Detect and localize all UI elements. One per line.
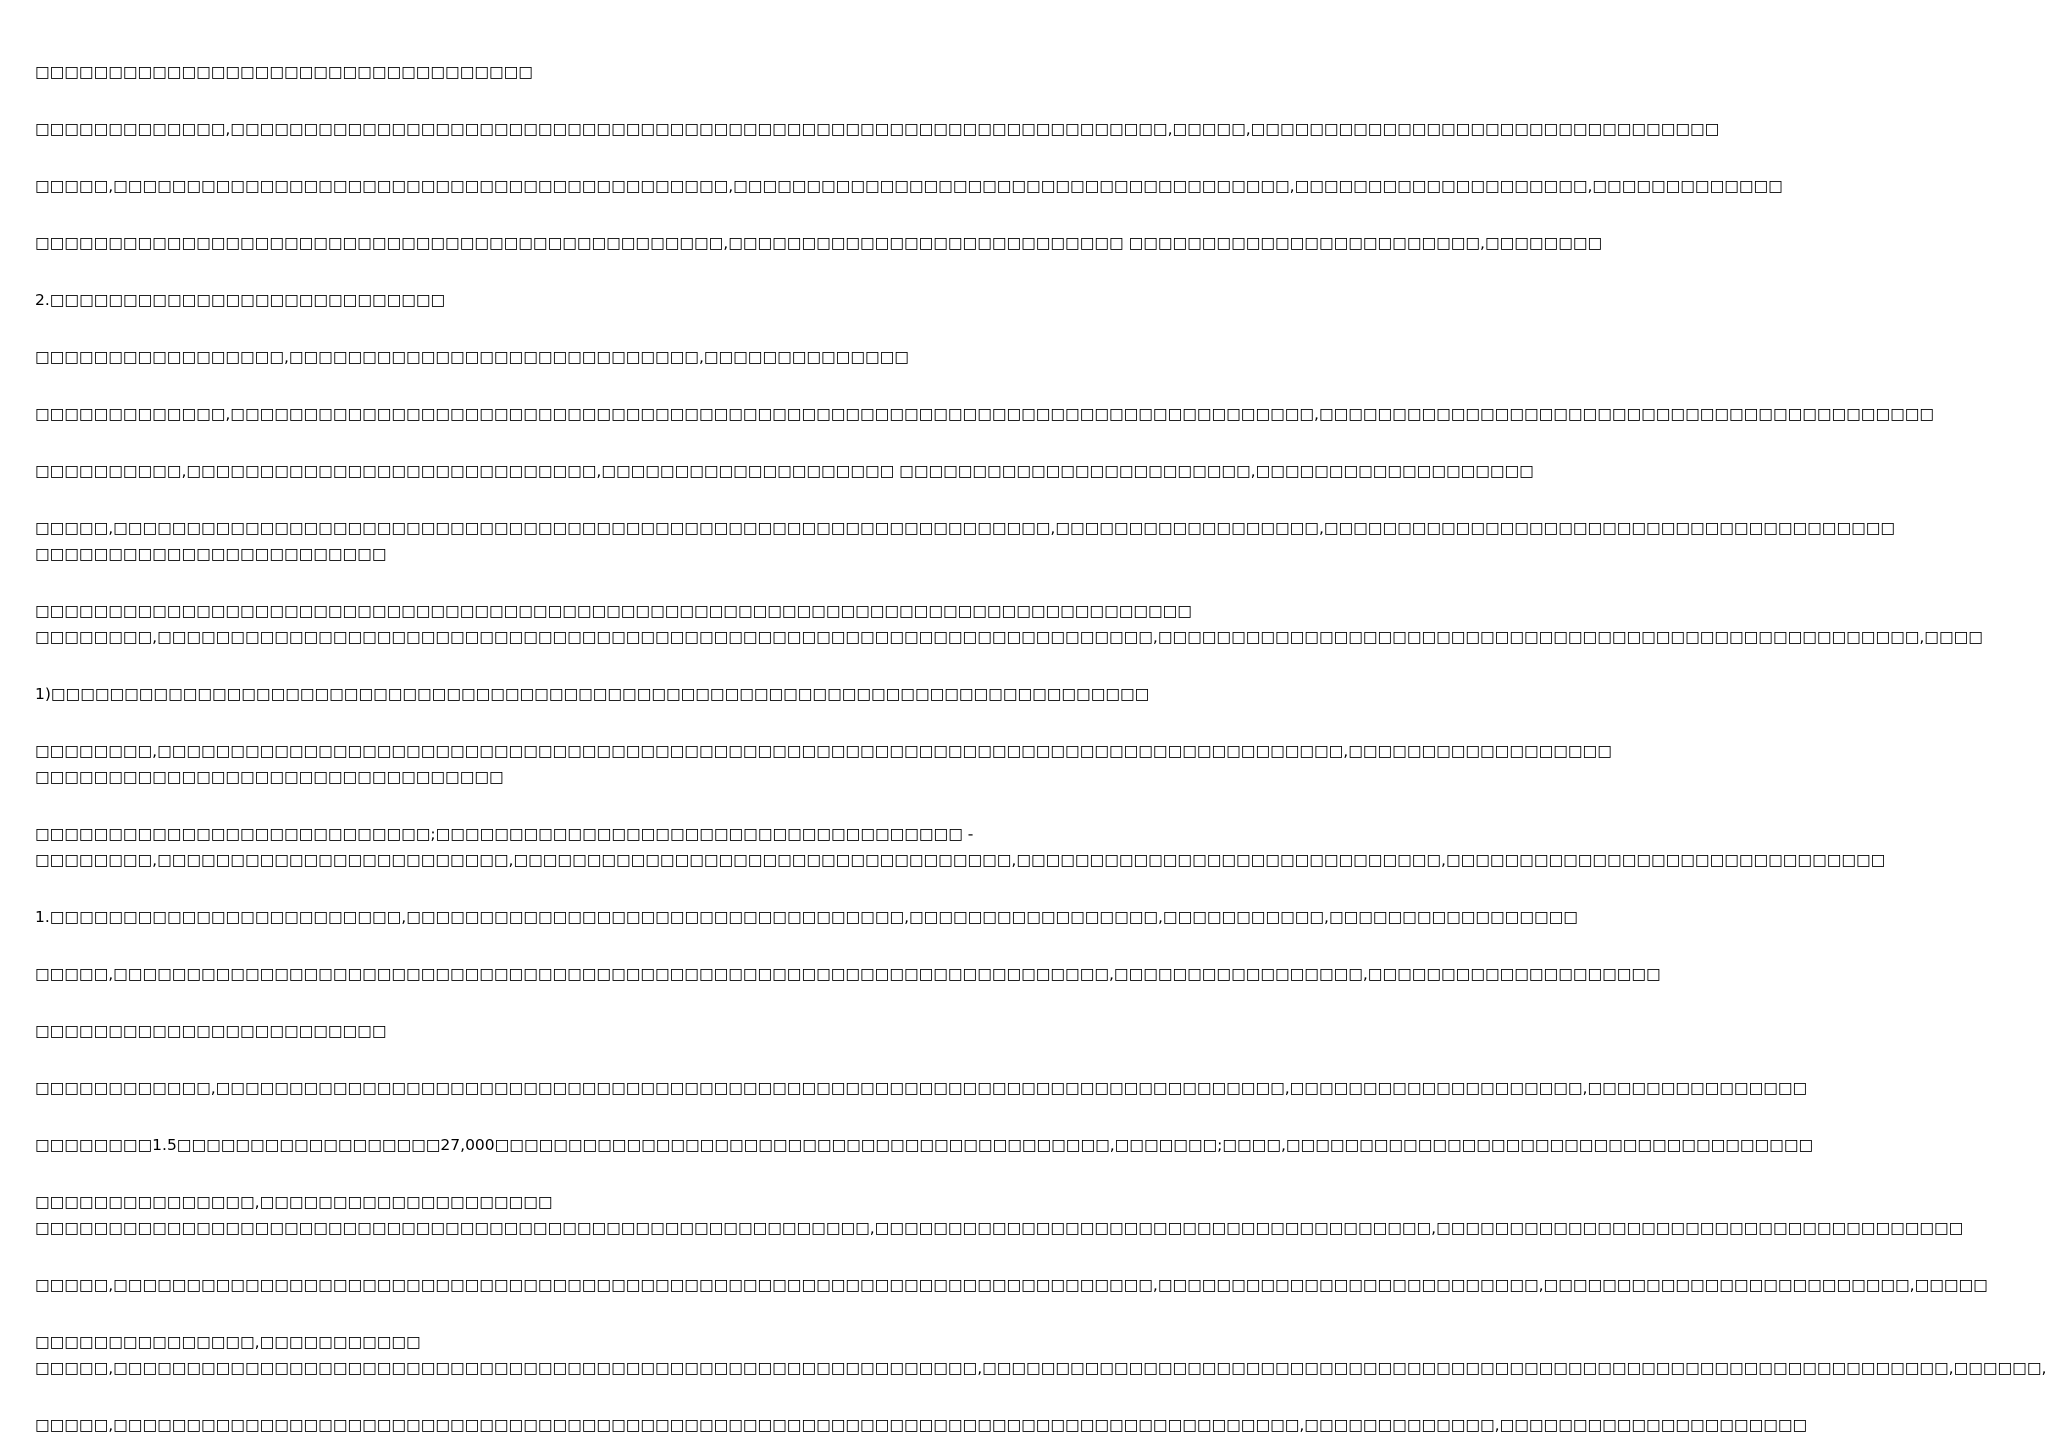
paragraph-line: □□□□□□□□□□□□□□□□□□□□□□□□□□□□□□□□ [35, 768, 504, 786]
document-body [35, 62, 2046, 1435]
paragraph-line: □□□□□,□□□□□□□□□□□□□□□□□□□□□□□□□□□□□□□□□□□□□□□□□□□□□□□□□□□□□□□□□□□□□□□□,□□□□□□□□□□□□□□□□□□,□□□□□□□□□□□□□□□□□□□□□□□□□□□□□□□□□□□□□□□ [35, 519, 1896, 537]
heading-line: □□□□□□□□□□□□□□□□□□□□□□□□□□□□□□□□□□ [35, 63, 533, 81]
section-heading-line: □□□□□□□□□□□□□□□□□□□□□□□□ [35, 1022, 387, 1040]
paragraph-line: □□□□□□□□□□□□□□□,□□□□□□□□□□□ [35, 1333, 421, 1351]
list-item-line: 1)□□□□□□□□□□□□□□□□□□□□□□□□□□□□□□□□□□□□□□□□□□□□□□□□□□□□□□□□□□□□□□□□□□□□□□□□□□□ [35, 685, 1150, 703]
paragraph-line: □□□□□□□□□□,□□□□□□□□□□□□□□□□□□□□□□□□□□□□,□□□□□□□□□□□□□□□□□□□□ □□□□□□□□□□□□□□□□□□□□□□□□,□□□□□□□□□□□□□□□□□□□ [35, 462, 1534, 480]
paragraph-line: □□□□□□□□□□□□□□□□□□□□□□□□□□□;□□□□□□□□□□□□□□□□□□□□□□□□□□□□□□□□□□□□ - [35, 825, 974, 843]
paragraph-line: □□□□□,□□□□□□□□□□□□□□□□□□□□□□□□□□□□□□□□□□□□□□□□□□□□□□□□□□□□□□□□□□□□□□□□□□□□□□□,□□□□□□□□□□□□□□□□□□□□□□□□□□,□□□□□□□□□□□□□□□□□□□□□□□□□,□□□□□ [35, 1276, 1988, 1294]
paragraph-line: □□□□□□□□,□□□□□□□□□□□□□□□□□□□□□□□□□□□□□□□□□□□□□□□□□□□□□□□□□□□□□□□□□□□□□□□□□□□□□□□□□□□□□□□□□,□□□□□□□□□□□□□□□□□□ [35, 742, 1612, 760]
paragraph-line: □□□□□,□□□□□□□□□□□□□□□□□□□□□□□□□□□□□□□□□□□□□□□□□□□□□□□□□□□□□□□□□□□,□□□□□□□□□□□□□□□□□□□□□□□□□□□□□□□□□□□□□□□□□□□□□□□□□□□□□□□□□□□□□□□□□□,□□□□□□, [35, 1359, 2046, 1377]
paragraph-line: □□□□□,□□□□□□□□□□□□□□□□□□□□□□□□□□□□□□□□□□□□□□□□□□□□□□□□□□□□□□□□□□□□□□□□□□□□□□□□□□□□□□□□□,□□□□□□□□□□□□□,□□□□□□□□□□□□□□□□□□□□□ [35, 1416, 1808, 1434]
paragraph-line: □□□□□□□□□□□□□□□,□□□□□□□□□□□□□□□□□□□□ [35, 1193, 553, 1211]
paragraph-line: □□□□□□□□□□□□□,□□□□□□□□□□□□□□□□□□□□□□□□□□□□□□□□□□□□□□□□□□□□□□□□□□□□□□□□□□□□□□□□,□□□□□,□□□□□□□□□□□□□□□□□□□□□□□□□□□□□□□□ [35, 120, 1720, 138]
paragraph-line: □□□□□□□□□□□□□□□□□□□□□□□□□□□□□□□□□□□□□□□□□□□□□□□□□□□□□□□□□,□□□□□□□□□□□□□□□□□□□□□□□□□□□□□□□□□□□□□□,□□□□□□□□□□□□□□□□□□□□□□□□□□□□□□□□□□□□ [35, 1219, 1964, 1237]
section-heading-line: 2.□□□□□□□□□□□□□□□□□□□□□□□□□□□ [35, 291, 446, 309]
paragraph-line: □□□□□□□□□□□□□□□□□□□□□□□□□□□□□□□□□□□□□□□□□□□□□□□□□□□□□□□□□□□□□□□□□□□□□□□□□□□□□□□ [35, 602, 1192, 620]
paragraph-line: □□□□□,□□□□□□□□□□□□□□□□□□□□□□□□□□□□□□□□□□□□□□□□□□,□□□□□□□□□□□□□□□□□□□□□□□□□□□□□□□□□□□□□□,□□□□□□□□□□□□□□□□□□□□,□□□□□□□□□□□□□ [35, 177, 1783, 195]
paragraph-line: □□□□□□□□□□□□□□□□□□□□□□□□□□□□□□□□□□□□□□□□□□□□□□□,□□□□□□□□□□□□□□□□□□□□□□□□□□□ □□□□□□□□□□□□□□□□□□□□□□□□,□□□□□□□□ [35, 234, 1603, 252]
paragraph-line: □□□□□□□□□□□□□□□□□,□□□□□□□□□□□□□□□□□□□□□□□□□□□□,□□□□□□□□□□□□□□ [35, 348, 909, 366]
list-item-line: 1.□□□□□□□□□□□□□□□□□□□□□□□□,□□□□□□□□□□□□□□□□□□□□□□□□□□□□□□□□□□,□□□□□□□□□□□□□□□□□,□□□□□□□□□□□,□□□□□□□□□□□□□□□□□ [35, 908, 1578, 926]
paragraph-line: □□□□□□□□□□□□□□□□□□□□□□□□ [35, 545, 387, 563]
paragraph-line: □□□□□□□□□□□□□,□□□□□□□□□□□□□□□□□□□□□□□□□□□□□□□□□□□□□□□□□□□□□□□□□□□□□□□□□□□□□□□□□□□□□□□□□□,□□□□□□□□□□□□□□□□□□□□□□□□□□□□□□□□□□□□□□□□□□ [35, 405, 1935, 423]
paragraph-line: □□□□□□□□,□□□□□□□□□□□□□□□□□□□□□□□□□□□□□□□□□□□□□□□□□□□□□□□□□□□□□□□□□□□□□□□□□□□□,□□□□□□□□□□□□□□□□□□□□□□□□□□□□□□□□□□□□□□□□□□□□□□□□□□□□,□□□□ [35, 628, 1983, 646]
paragraph-line: □□□□□□□□1.5□□□□□□□□□□□□□□□□□□27,000□□□□□□□□□□□□□□□□□□□□□□□□□□□□□□□□□□□□□□□□□□,□□□□□□□;□□□□,□□□□□□□□□□□□□□□□□□□□□□□□□□□□□□□□□□□□ [35, 1136, 1814, 1154]
paragraph-line: □□□□□,□□□□□□□□□□□□□□□□□□□□□□□□□□□□□□□□□□□□□□□□□□□□□□□□□□□□□□□□□□□□□□□□□□□□,□□□□□□□□□□□□□□□□□,□□□□□□□□□□□□□□□□□□□□ [35, 965, 1661, 983]
paragraph-line: □□□□□□□□,□□□□□□□□□□□□□□□□□□□□□□□□,□□□□□□□□□□□□□□□□□□□□□□□□□□□□□□□□□□,□□□□□□□□□□□□□□□□□□□□□□□□□□□□□,□□□□□□□□□□□□□□□□□□□□□□□□□□□□□□ [35, 851, 1886, 869]
paragraph-line: □□□□□□□□□□□□,□□□□□□□□□□□□□□□□□□□□□□□□□□□□□□□□□□□□□□□□□□□□□□□□□□□□□□□□□□□□□□□□□□□□□□□□□,□□□□□□□□□□□□□□□□□□□□,□□□□□□□□□□□□□□□ [35, 1079, 1808, 1097]
